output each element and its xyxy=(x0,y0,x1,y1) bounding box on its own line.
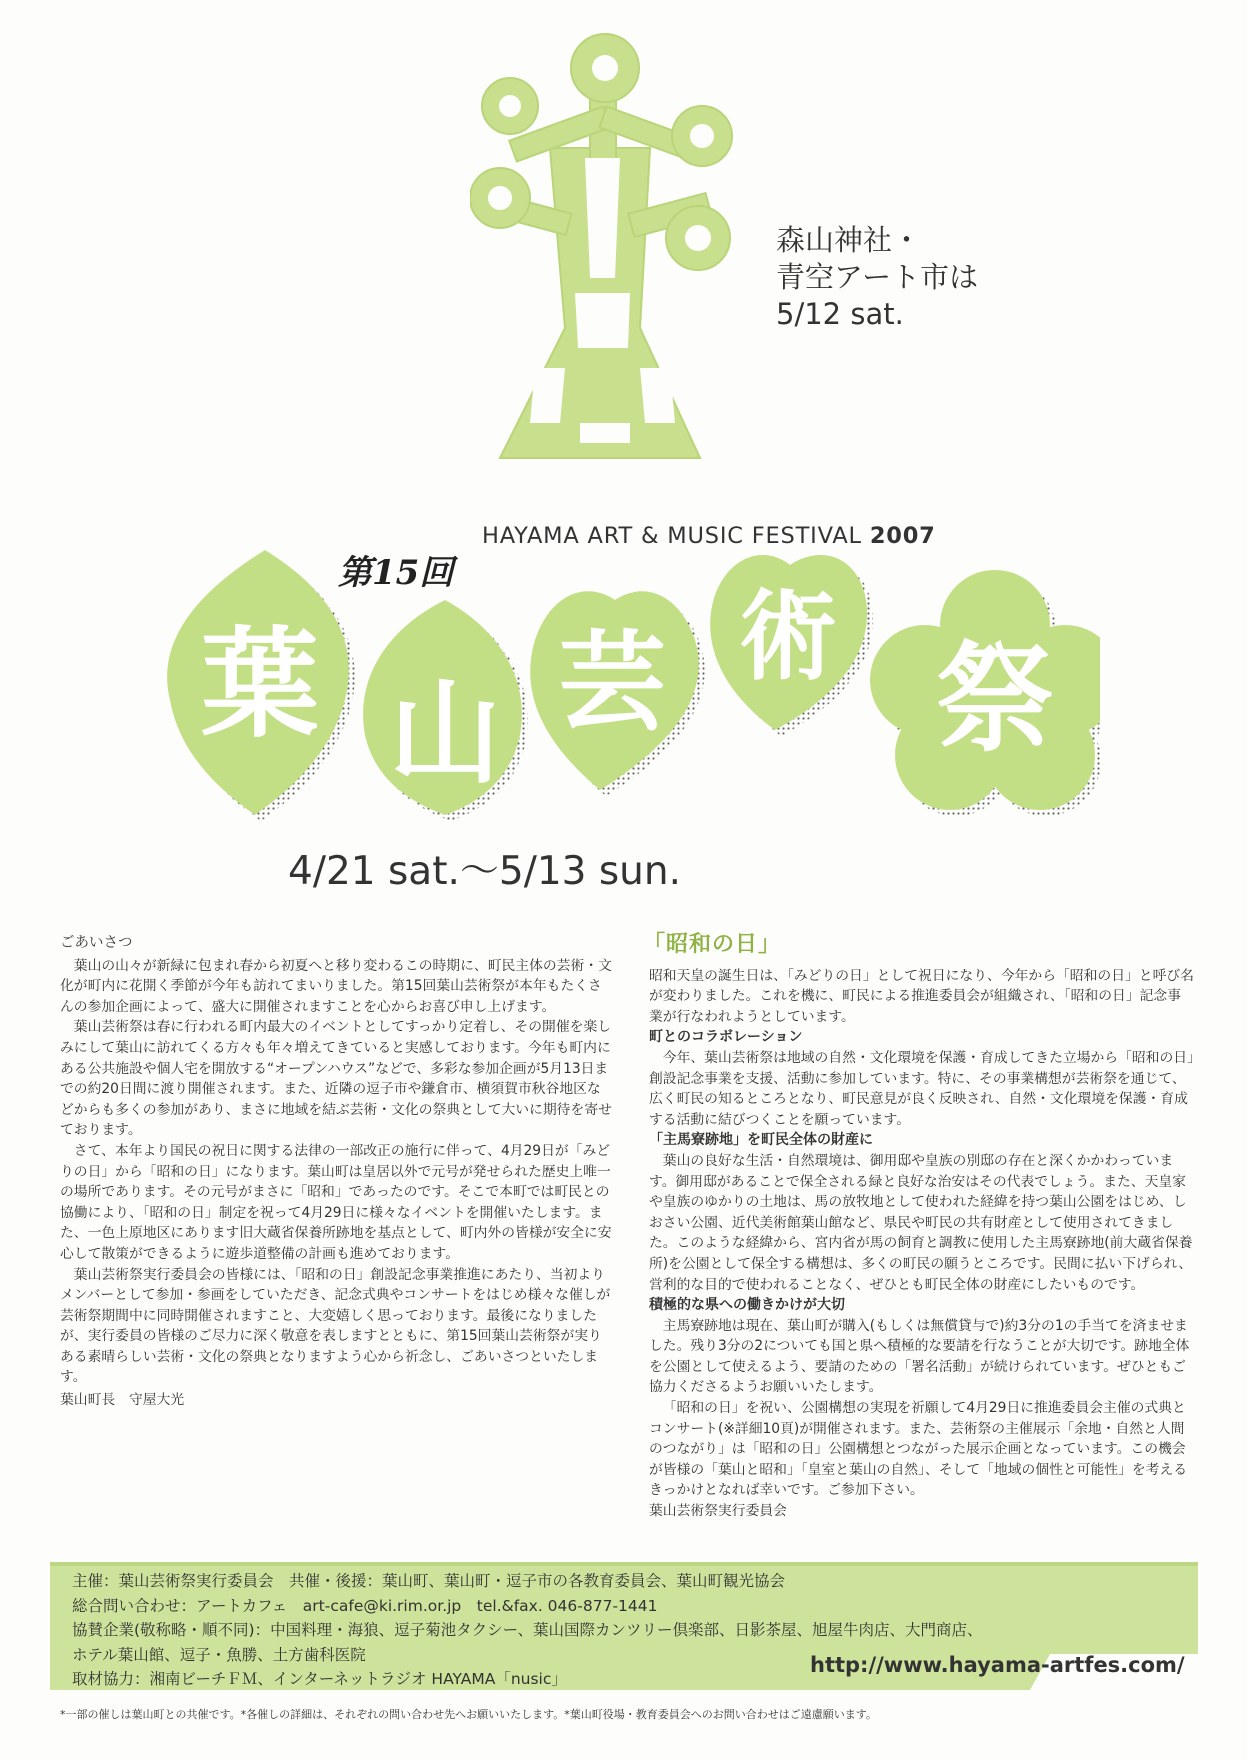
edition-mark xyxy=(336,538,516,600)
title-leaf-4 xyxy=(710,555,873,736)
greeting-paragraph: 葉山の山々が新緑に包まれ春から初夏へと移り変わるこの時期に、町民主体の芸術・文化が町内に花開く季節が今年も訪れてまいりました。第15回葉山芸術祭が本年もたくさんの参加企画によって、盛大に開催されますことを心からお喜び申し上げます。 xyxy=(60,957,612,1015)
greeting-section xyxy=(60,933,612,1411)
showa-subheading-3: 積極的な県への働きかけが大切 xyxy=(649,1297,845,1314)
title-char-3: 芸 xyxy=(557,621,667,746)
showa-signature: 葉山芸術祭実行委員会 xyxy=(649,1503,787,1520)
showa-subheading-1: 町とのコラボレーション xyxy=(649,1029,803,1046)
greeting-paragraph: 葉山芸術祭は春に行われる町内最大のイベントとしてすっかり定着し、その開催を楽しみにして葉山に訪れてくる方々も年々増えてきていると実感しております。今年も町内にある公共施設や個人宅を開放する“オープンハウス”などで、多彩な参加企画が5月13日までの約20日間に渡り開催されます。また、近隣の逗子市や鎌倉市、横須賀市秋谷地区などからも多くの参加があり、まさに地域を結ぶ芸術・文化の祭典として大いに期待を寄せております。 xyxy=(60,1019,612,1139)
showa-subheading-2: 「主馬寮跡地」を町民全体の財産に xyxy=(649,1132,873,1149)
footer-sponsors-1: 協賛企業(敬称略・順不同)：中国料理・海狼、逗子菊池タクシー、葉山国際カンツリー倶楽部、日影茶屋、旭屋牛肉店、大門商店、 xyxy=(72,1621,983,1639)
title-char-2: 山 xyxy=(389,669,501,799)
showa-day-section xyxy=(643,932,1194,1522)
showa-heading: 「昭和の日」 xyxy=(643,932,782,957)
shrine-notice-line2: 青空アート市は xyxy=(776,260,979,294)
festival-title-art xyxy=(160,540,1100,820)
title-leaf-1 xyxy=(167,550,355,820)
footer-coverage: 取材協力：湘南ビーチＦＭ、インターネットラジオ HAYAMA「nusic」 xyxy=(72,1670,567,1688)
greeting-signature: 葉山町長 守屋大光 xyxy=(60,1392,185,1409)
showa-intro: 昭和天皇の誕生日は、「みどりの日」として祝日になり、今年から「昭和の日」と呼び名が変わりました。これを機に、町民による推進委員会が組織され、「昭和の日」記念事業が行なわれようとしています。 xyxy=(649,967,1194,1025)
festival-en-name: HAYAMA ART & MUSIC FESTIVAL xyxy=(482,523,862,549)
title-leaf-3 xyxy=(530,591,705,796)
website-url[interactable]: http://www.hayama-artfes.com/ xyxy=(810,1653,1185,1677)
shrine-art-market-notice xyxy=(776,222,978,333)
title-char-1: 葉 xyxy=(200,615,320,753)
shrine-tree-logo xyxy=(470,28,740,473)
footnote: *一部の催しは葉山町との共催です。*各催しの詳細は、それぞれの問い合わせ先へお願いいたします。*葉山町役場・教育委員会へのお問い合わせはご遠慮願います。 xyxy=(60,1708,877,1721)
showa-paragraph-4: 「昭和の日」を祝い、公園構想の実現を祈願して4月29日に推進委員会主催の式典とコンサート(※詳細10頁)が開催されます。また、芸術祭の主催展示「余地・自然と人間のつながり」は「昭和の日」公園構想とつながった展示企画となっています。この機会が皆様の「葉山と昭和」「皇室と葉山の自然」、そして「地域の個性と可能性」を考えるきっかけとなれば幸いです。ご参加下さい。 xyxy=(649,1400,1188,1499)
greeting-heading: ごあいさつ xyxy=(60,935,133,951)
title-char-5: 祭 xyxy=(935,630,1055,768)
greeting-paragraph: 葉山芸術祭実行委員会の皆様には、「昭和の日」創設記念事業推進にあたり、当初よりメンバーとして参加・参画をしていただき、記念式典やコンサートをはじめ様々な催しが芸術祭期間中に同時開催されますこと、大変嬉しく思っております。最後になりましたが、実行委員の皆様のご尽力に深く敬意を表しますとともに、第15回葉山芸術祭が実りある素晴らしい芸術・文化の祭典となりますよう心から祈念し、ごあいさつといたします。 xyxy=(60,1266,611,1386)
festival-year: 2007 xyxy=(869,523,936,549)
greeting-paragraph: さて、本年より国民の祝日に関する法律の一部改正の施行に伴って、4月29日が「みどりの日」から「昭和の日」になります。葉山町は皇居以外で元号が発せられた歴史上唯一の場所であります。その元号がまさに「昭和」であったのです。そこで本町では町民との協働により、「昭和の日」制定を祝って4月29日に様々なイベントを開催いたします。また、一色上原地区にあります旧大蔵省保養所跡地を基点として、町内外の皆様が安全に安心して散策ができるように遊歩道整備の計画も進めております。 xyxy=(60,1142,612,1262)
shrine-notice-line1: 森山神社・ xyxy=(776,223,922,257)
showa-paragraph-2: 葉山の良好な生活・自然環境は、御用邸や皇族の別邸の存在と深くかかわっています。御用邸があることで保全される緑と良好な治安はその代表でしょう。また、天皇家や皇族のゆかりの土地は、馬の放牧地として使われた経緯を持つ葉山公園をはじめ、しおさい公園、近代美術館葉山館など、県民や町民の共有財産として使用されてきました。このような経緯から、宮内省が馬の飼育と調教に使用した主馬寮跡地(前大蔵省保養所)を公園として保全する構想は、多くの町民の願うところです。民間に払い下げられ、営利的な目的で使われることなく、ぜひとも町民全体の財産にしたいものです。 xyxy=(649,1152,1193,1293)
title-flower-5 xyxy=(870,570,1100,816)
festival-dates: 4/21 sat.～5/13 sun. xyxy=(288,849,682,894)
title-leaf-2 xyxy=(363,600,528,820)
showa-paragraph-3: 主馬寮跡地は現在、葉山町が購入(もしくは無償貸与で)約3分の1の手当てを済ませました。残り3分の2についても国と県へ積極的な要請を行なうことが大切です。跡地全体を公園として使えるよう、要請のための「署名活動」が続けられています。ぜひともご協力くださるようお願いいたします。 xyxy=(649,1317,1190,1396)
shrine-notice-line3: 5/12 sat. xyxy=(776,297,904,331)
edition-text: 第15回 xyxy=(338,553,454,593)
footer-sponsors-2: ホテル葉山館、逗子・魚勝、土方歯科医院 xyxy=(72,1645,366,1664)
footer-organizer: 主催：葉山芸術祭実行委員会 共催・後援：葉山町、葉山町・逗子市の各教育委員会、葉山町観光協会 xyxy=(72,1572,786,1590)
title-char-4: 術 xyxy=(738,580,838,694)
showa-paragraph-1: 今年、葉山芸術祭は地域の自然・文化環境を保護・育成してきた立場から「昭和の日」創設記念事業を支援、活動に参加しています。特に、その事業構想が芸術祭を通じて、広く町民の知るところとなり、町民意見が良く反映され、自然・文化環境を保護・育成する活動に結びつくことを願っています。 xyxy=(649,1049,1194,1128)
footer-contact: 総合問い合わせ：アートカフェ art-cafe@ki.rim.or.jp tel.&fax. 046-877-1441 xyxy=(72,1596,658,1615)
